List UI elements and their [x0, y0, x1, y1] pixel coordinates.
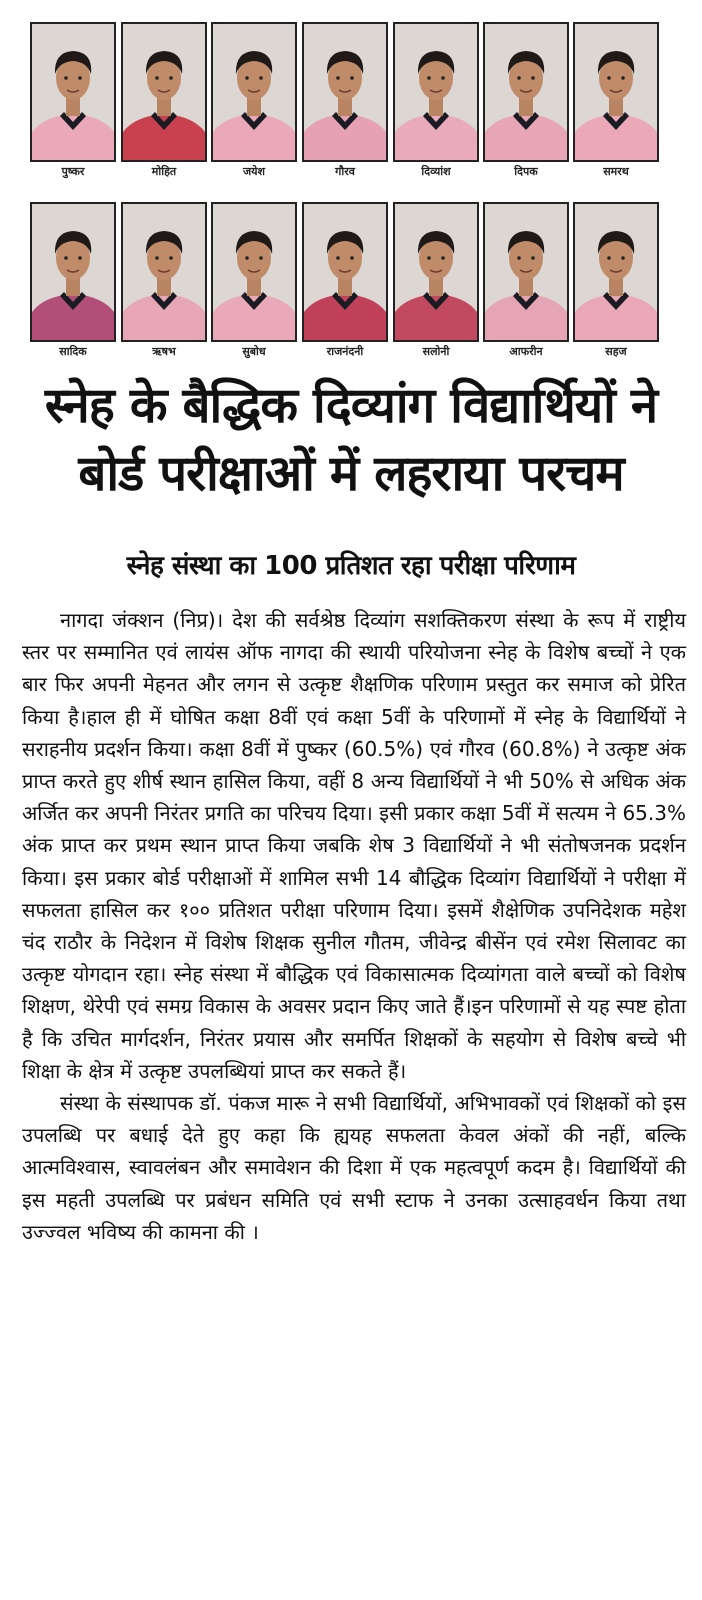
student-portrait-icon — [395, 24, 477, 160]
student-name-caption: सहज — [605, 345, 627, 358]
article-headline — [10, 372, 692, 508]
student-photo-row-1 — [0, 22, 702, 182]
student-portrait-icon — [575, 24, 657, 160]
student-photo-card — [121, 22, 207, 182]
headline-line-2: बोर्ड परीक्षाओं में लहराया परचम — [78, 445, 624, 502]
student-photo-card — [211, 202, 297, 362]
student-portrait-icon — [32, 204, 114, 340]
student-name-caption: ऋषभ — [152, 345, 176, 358]
student-name-caption: गौरव — [335, 165, 355, 178]
student-photo-card — [393, 202, 479, 362]
headline-line-1: स्नेह के बैद्धिक दिव्यांग विद्यार्थियों ने — [44, 377, 658, 434]
student-name-caption: सलोनी — [422, 345, 450, 358]
student-photo-card — [573, 202, 659, 362]
student-portrait-icon — [123, 24, 205, 160]
student-portrait-icon — [575, 204, 657, 340]
student-photo-card — [393, 22, 479, 182]
student-name-caption: मोहित — [151, 165, 177, 178]
student-name-caption: राजनंदनी — [326, 345, 364, 358]
student-photo-card — [30, 22, 116, 182]
student-photo — [211, 22, 297, 162]
student-name-caption: सादिक — [59, 345, 87, 358]
student-photo — [573, 22, 659, 162]
article-paragraph-2: संस्था के संस्थापक डॉ. पंकज मारू ने सभी विद्यार्थियों, अभिभावकों एवं शिक्षकों को इस उपलब्धि पर बधाई देते हुए कहा कि ह्ययह सफलता केवल अंकों की नहीं, बल्कि आत्मविश्वास, स्वावलंबन और समावेशन की दिशा में एक महत्वपूर्ण कदम है। विद्यार्थियों की इस महती उपलब्धि पर प्रबंधन समिति एवं सभी स्टाफ ने उनका उत्साहवर्धन किया तथा उज्ज्वल भविष्य की कामना की । — [22, 1091, 686, 1244]
article-paragraph-1: नागदा जंक्शन (निप्र)। देश की सर्वश्रेष्ठ दिव्यांग सशक्तिकरण संस्था के रूप में राष्ट्रीय स्तर पर सम्मानित एवं लायंस ऑफ नागदा की स्थायी परियोजना स्नेह के विशेष बच्चों ने एक बार फिर अपनी मेहनत और लगन से उत्कृष्ट शैक्षणिक परिणाम प्रस्तुत कर समाज को प्रेरित किया है।हाल ही में घोषित कक्षा 8वीं एवं कक्षा 5वीं के परिणामों में स्नेह के विद्यार्थियों ने सराहनीय प्रदर्शन किया। कक्षा 8वीं में पुष्कर (60.5%) एवं गौरव (60.8%) ने उत्कृष्ट अंक प्राप्त करते हुए शीर्ष स्थान हासिल किया, वहीं 8 अन्य विद्यार्थियों ने भी 50% से अधिक अंक अर्जित कर अपनी निरंतर प्रगति का परिचय दिया। इसी प्रकार कक्षा 5वीं में सत्यम ने 65.3% अंक प्राप्त कर प्रथम स्थान प्राप्त किया जबकि शेष 3 विद्यार्थियों ने भी संतोषजनक प्रदर्शन किया। इस प्रकार बोर्ड परीक्षाओं में शामिल सभी 14 बौद्धिक दिव्यांग विद्यार्थियों ने परीक्षा में सफलता हासिल कर १०० प्रतिशत परीक्षा परिणाम दिया। इसमें शैक्षेणिक उपनिदेशक महेश चंद राठौर के निदेशन में विशेष शिक्षक सुनील गौतम, जीवेन्द्र बीसेंन एवं रमेश सिलावट का उत्कृष्ट योगदान रहा। स्नेह संस्था में बौद्धिक एवं विकासात्मक दिव्यांगता वाले बच्चों को विशेष शिक्षण, थेरेपी एवं समग्र विकास के अवसर प्रदान किए जाते हैं।इन परिणामों से यह स्पष्ट होता है कि उचित मार्गदर्शन, निरंतर प्रयास और समर्पित शिक्षकों के सहयोग से विशेष बच्चे भी शिक्षा के क्षेत्र में उत्कृष्ट उपलब्धियां प्राप्त कर सकते हैं। — [22, 608, 686, 1083]
article-subheadline: स्नेह संस्था का 100 प्रतिशत रहा परीक्षा परिणाम — [126, 551, 576, 581]
student-photo-card — [121, 202, 207, 362]
student-photo-card — [30, 202, 116, 362]
student-photo — [121, 202, 207, 342]
student-portrait-icon — [304, 24, 386, 160]
student-photo-card — [483, 22, 569, 182]
student-name-caption: दिव्यांश — [421, 165, 451, 178]
student-photo-card — [302, 22, 388, 182]
student-portrait-icon — [485, 204, 567, 340]
article-body — [22, 604, 686, 1248]
student-photo — [211, 202, 297, 342]
student-photo-card — [211, 22, 297, 182]
student-photo — [393, 202, 479, 342]
student-photo — [483, 22, 569, 162]
student-portrait-icon — [123, 204, 205, 340]
student-portrait-icon — [304, 204, 386, 340]
student-name-caption: सुबोध — [242, 345, 266, 358]
student-photo — [573, 202, 659, 342]
student-photo-card — [302, 202, 388, 362]
student-photo-row-2 — [0, 202, 702, 362]
student-photo — [302, 22, 388, 162]
student-photo — [30, 202, 116, 342]
student-photo-card — [483, 202, 569, 362]
student-portrait-icon — [395, 204, 477, 340]
student-photo — [121, 22, 207, 162]
student-portrait-icon — [32, 24, 114, 160]
student-photo-card — [573, 22, 659, 182]
student-name-caption: समरथ — [603, 165, 629, 178]
student-portrait-icon — [213, 24, 295, 160]
student-photo — [30, 22, 116, 162]
student-name-caption: दिपक — [514, 165, 538, 178]
student-photo — [393, 22, 479, 162]
student-portrait-icon — [485, 24, 567, 160]
student-photo — [302, 202, 388, 342]
student-name-caption: जयेश — [242, 165, 266, 178]
student-photo — [483, 202, 569, 342]
student-name-caption: आफरीन — [509, 345, 543, 358]
student-portrait-icon — [213, 204, 295, 340]
student-name-caption: पुष्कर — [61, 165, 85, 178]
